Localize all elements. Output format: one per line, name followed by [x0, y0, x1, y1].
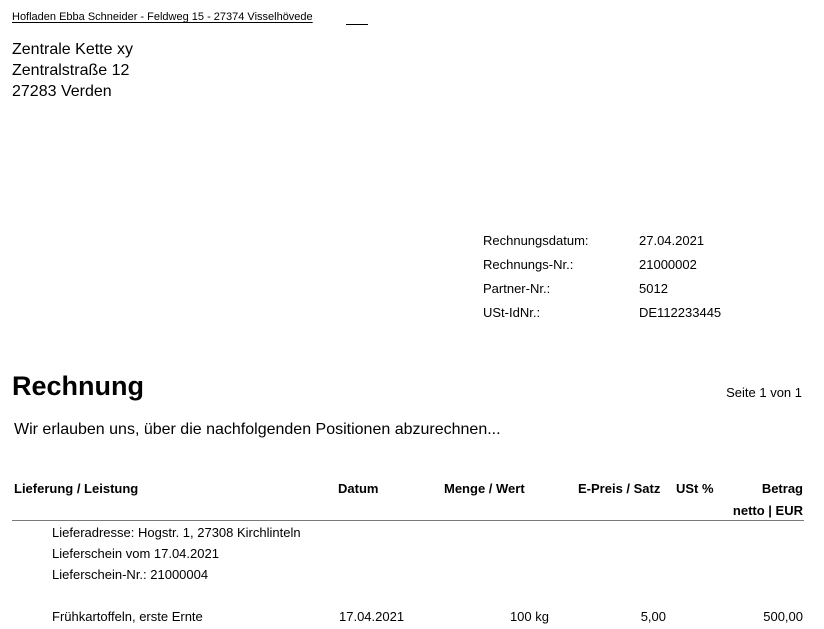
row-item-amount: 500,00 [763, 609, 803, 624]
recipient-city: 27283 Verden [12, 83, 112, 100]
page-title: Rechnung [12, 371, 144, 401]
column-header-betrag: Betrag [761, 481, 803, 496]
row-item-unit-price: 5,00 [640, 609, 666, 624]
delivery-note-number: Lieferschein-Nr.: 21000004 [52, 567, 209, 582]
sender-underline [346, 24, 368, 25]
delivery-address: Lieferadresse: Hogstr. 1, 27308 Kirchlinteln [52, 525, 301, 540]
row-item-quantity: 100 kg [509, 609, 549, 624]
invoice-number-label: Rechnungs-Nr.: [483, 257, 574, 272]
column-header-datum: Datum [338, 481, 379, 496]
delivery-note-date: Lieferschein vom 17.04.2021 [52, 546, 219, 561]
partner-number-label: Partner-Nr.: [483, 281, 551, 296]
column-header-epreis: E-Preis / Satz [578, 481, 661, 496]
column-header-menge: Menge / Wert [444, 481, 525, 496]
recipient-street: Zentralstraße 12 [12, 62, 130, 79]
column-header-ust: USt % [676, 481, 714, 496]
invoice-date-value: 27.04.2021 [639, 233, 705, 248]
intro-text: Wir erlauben uns, über die nachfolgenden Positionen abzurechnen... [14, 421, 501, 438]
vat-id-label: USt-IdNr.: [483, 305, 541, 320]
recipient-name: Zentrale Kette xy [12, 41, 133, 58]
table-header-divider [12, 520, 804, 521]
column-header-leistung: Lieferung / Leistung [14, 481, 139, 496]
invoice-number-value: 21000002 [639, 257, 697, 272]
partner-number-value: 5012 [639, 281, 668, 296]
page-number: Seite 1 von 1 [726, 385, 802, 400]
row-item-date: 17.04.2021 [339, 609, 405, 624]
row-item-description: Frühkartoffeln, erste Ernte [52, 609, 203, 624]
invoice-date-label: Rechnungsdatum: [483, 233, 589, 248]
vat-id-value: DE112233445 [639, 305, 722, 320]
sender-address-line: Hofladen Ebba Schneider - Feldweg 15 - 27374 Visselhövede [12, 11, 313, 23]
column-header-betrag-sub: netto | EUR [732, 503, 803, 518]
